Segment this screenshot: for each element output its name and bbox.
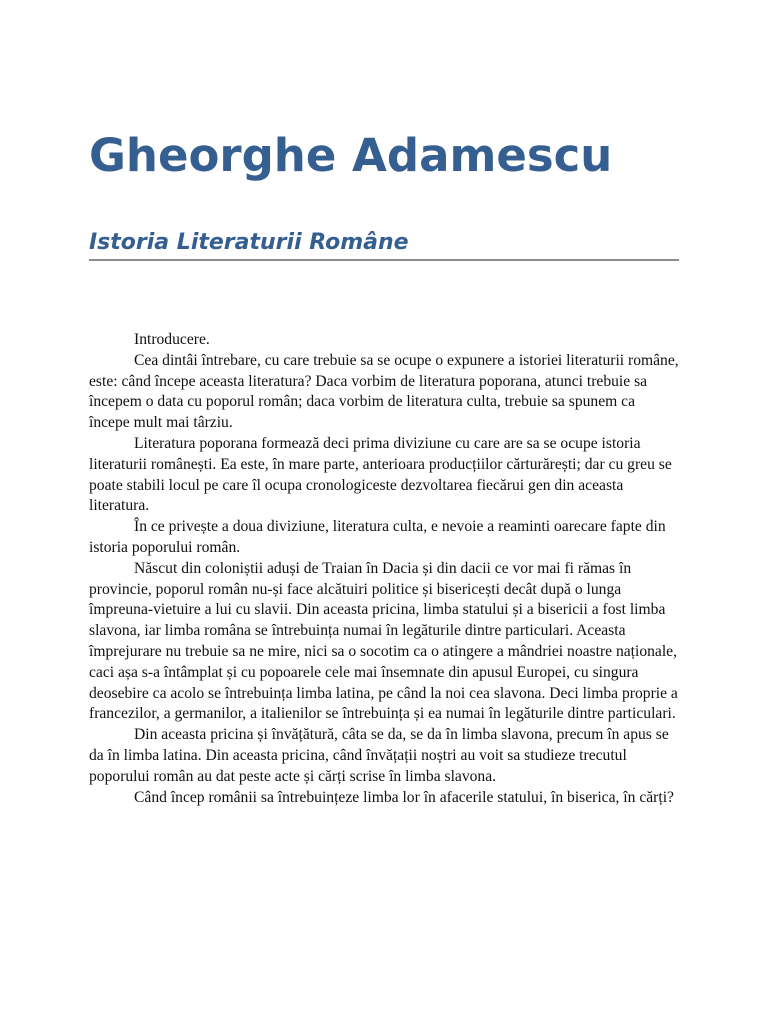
paragraph: Literatura poporana formează deci prima diviziune cu care are sa se ocupe istoria literaturii românești. Ea este, în mare parte, anterioara producțiilor cărturărești; dar cu greu se poate stabili locul pe care îl ocupa cronologiceste dezvoltarea fiecărui gen din aceasta literatura.: [89, 434, 672, 515]
title-underline-rule: [89, 259, 679, 261]
paragraph: Din aceasta pricina și învățătură, câta se da, se da în limba slavona, precum în apus se da în limba latina. Din aceasta pricina, când învățații noștri au voit sa studieze trecutul poporului român au dat peste acte și cărți scrise în limba slavona.: [89, 726, 669, 785]
paragraph: Cea dintâi întrebare, cu care trebuie sa se ocupe o expunere a istoriei literaturii române, este: când începe aceasta literatura? Daca vorbim de literatura poporana, atunci trebuie sa începem o data cu poporul român; daca vorbim de literatura culta, trebuie sa spunem ca începe mult mai târziu.: [89, 351, 679, 432]
book-title: Istoria Literaturii Române: [89, 230, 409, 255]
author-name: Gheorghe Adamescu: [89, 129, 613, 182]
body-text: [89, 330, 679, 808]
paragraph: În ce privește a doua diviziune, literatura culta, e nevoie a reaminti oarecare fapte din istoria poporului român.: [89, 518, 666, 556]
paragraph: Când încep românii sa întrebuințeze limba lor în afacerile statului, în biserica, în cărți?: [134, 788, 674, 806]
paragraph: Născut din coloniștii aduși de Traian în Dacia și din dacii ce vor mai fi rămas în provincie, poporul român nu-și face alcătuiri politice și bisericești decât după o lunga împreuna-vietuire a lui cu slavii. Din aceasta pricina, limba statului și a bisericii a fost limba slavona, iar limba româna se întrebuința numai în legăturile dintre particulari. Aceasta împrejurare nu trebuie sa ne mire, nici sa o socotim ca o atingere a mândriei noastre naționale, caci așa s-a întâmplat și cu popoarele cele mai însemnate din apusul Europei, cu singura deosebire ca acolo se întrebuința limba latina, pe când la noi cea slavona. Deci limba proprie a francezilor, a germanilor, a italienilor se întrebuința și ea numai în legăturile dintre particulari.: [89, 559, 678, 723]
paragraph: Introducere.: [134, 331, 210, 348]
